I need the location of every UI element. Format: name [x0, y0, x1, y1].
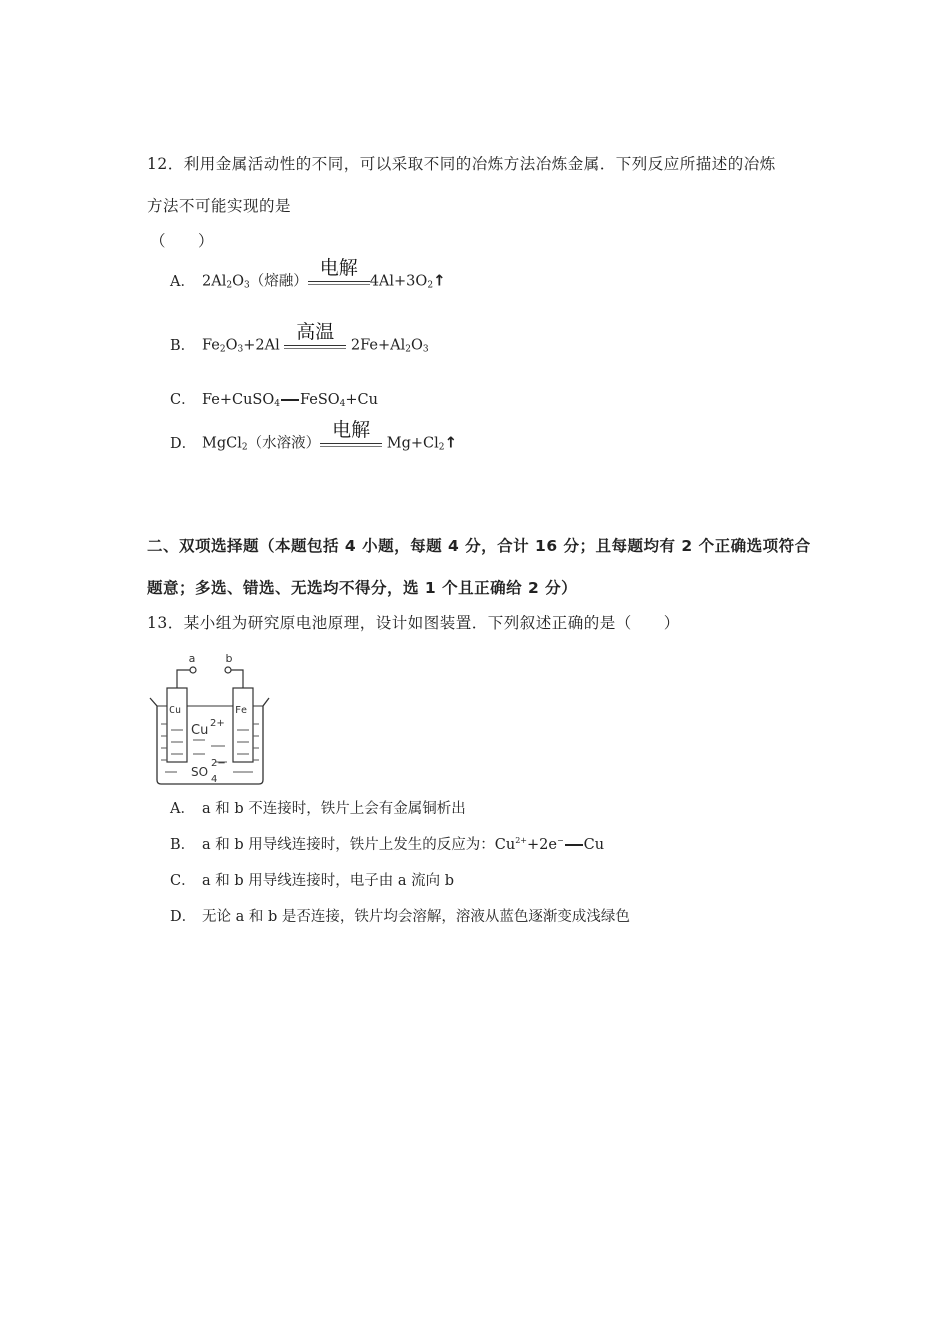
anion-label: SO — [191, 765, 209, 779]
galvanic-cell-figure — [145, 650, 275, 786]
wire-b — [231, 670, 243, 690]
equals-sign — [281, 399, 299, 401]
section2-header-line2: 题意；多选、错选、无选均不得分，选 1 个且正确给 2 分） — [147, 579, 578, 597]
q12-option-d: D． MgCl$_2$（水溶液） 电解 $Mg+Cl_2↑$ — [170, 419, 458, 453]
anion-charge: 2− — [211, 758, 226, 769]
gas-arrow-icon: ↑ — [433, 271, 446, 290]
equals-sign — [565, 844, 583, 846]
terminal-b-label: b — [225, 652, 233, 665]
copper-electrode — [167, 688, 187, 762]
gas-arrow-icon: ↑ — [444, 433, 458, 452]
electrolysis-condition: 电解 — [320, 420, 382, 447]
high-temperature-condition: 高温 — [284, 322, 346, 349]
q12-option-c: C． Fe+CuSO$_4$ FeSO$_4$+Cu — [170, 392, 378, 409]
section2-header-line1: 二、双项选择题（本题包括 4 小题，每题 4 分，合计 16 分；且每题均有 2 个正确选项符合 — [147, 537, 811, 555]
anion-subscript: 4 — [211, 774, 218, 785]
q12-answer-paren: （ ） — [150, 232, 215, 250]
iron-electrode — [233, 688, 253, 762]
iron-label: Fe — [235, 705, 248, 716]
q13-stem: 13．某小组为研究原电池原理，设计如图装置．下列叙述正确的是（ ） — [147, 614, 680, 632]
terminal-a-label: a — [188, 652, 196, 665]
q12-option-b: B． $Fe_2O_3+2Al$ 高温 $2Fe+Al_2O_3$ — [170, 321, 429, 355]
q13-option-b: B． a 和 b 用导线连接时，铁片上发生的反应为：$Cu^{2+}+2e^-$ Cu — [170, 836, 605, 853]
q13-option-d: D． 无论 a 和 b 是否连接，铁片均会溶解，溶液从蓝色逐渐变成浅绿色 — [170, 909, 630, 925]
q12-option-a: A． $2Al_2O_3$（熔融） 电解 $4Al+3O_2↑$ — [170, 257, 446, 291]
q12-stem-line2: 方法不可能实现的是 — [147, 197, 292, 215]
q12-stem-line1: 12．利用金属活动性的不同，可以采取不同的冶炼方法冶炼金属．下列反应所描述的冶炼 — [147, 155, 776, 173]
cation-label: Cu — [191, 723, 209, 738]
wire-a — [177, 670, 190, 690]
terminal-a-icon — [190, 667, 196, 673]
terminal-b-icon — [225, 667, 231, 673]
electrolysis-condition: 电解 — [308, 258, 370, 285]
copper-label: Cu — [169, 705, 182, 716]
q13-option-c: C． a 和 b 用导线连接时，电子由 a 流向 b — [170, 873, 455, 889]
q13-option-a: A． a 和 b 不连接时，铁片上会有金属铜析出 — [170, 801, 466, 817]
cation-charge: 2+ — [210, 718, 225, 729]
